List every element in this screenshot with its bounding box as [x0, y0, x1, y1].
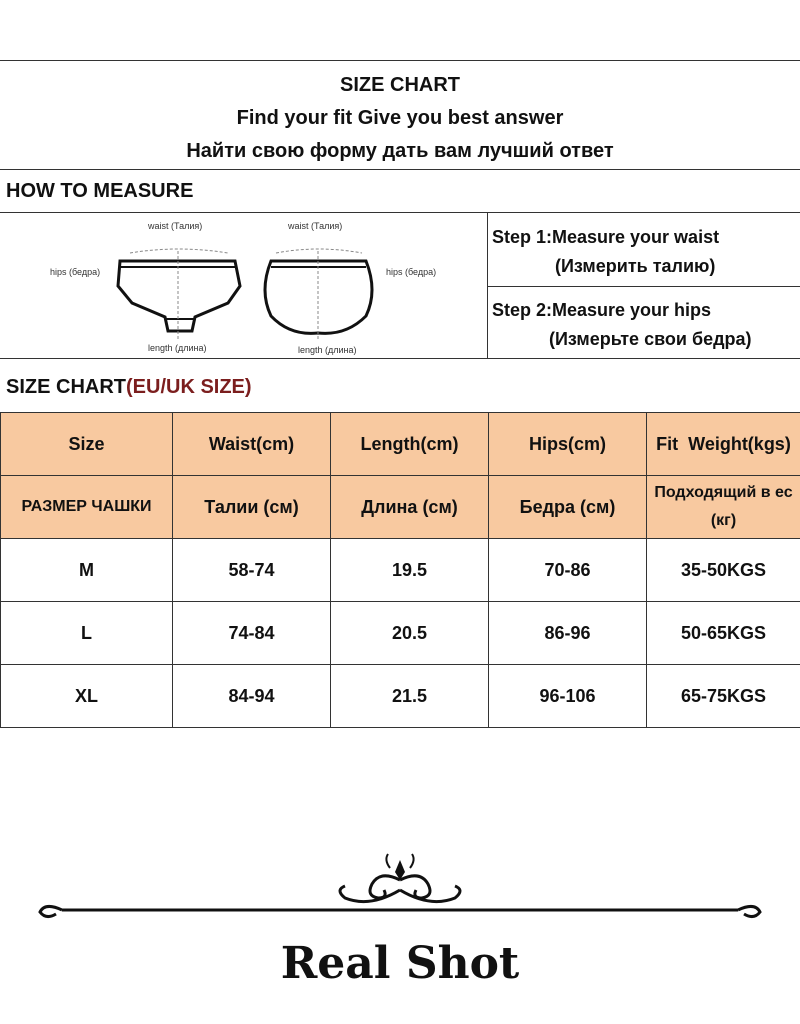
header-cell: Талии (см)	[173, 476, 331, 539]
steps-divider	[487, 286, 800, 287]
brief-front-illustration	[110, 231, 250, 341]
size-chart-heading-prefix: SIZE CHART	[6, 376, 126, 398]
table-cell: 74-84	[173, 602, 331, 665]
step2-ru: (Измерьте свои бедра)	[549, 329, 752, 349]
table-cell: 70-86	[489, 539, 647, 602]
brief-back-illustration	[256, 231, 386, 341]
step1-en: Step 1:Measure your waist	[492, 227, 720, 247]
hips-label-front: hips (бедра)	[50, 267, 101, 277]
size-chart-heading-suffix: (EU/UK SIZE)	[126, 376, 252, 398]
table-header-row-ru	[1, 476, 800, 539]
table-cell: 20.5	[331, 602, 489, 665]
size-chart-heading	[6, 376, 252, 399]
table-cell: 96-106	[489, 665, 647, 728]
table-row	[1, 665, 800, 728]
waist-label-back: waist (Талия)	[288, 221, 343, 231]
header-cell: Waist(cm)	[173, 413, 331, 476]
title-line-2: Find your fit Give you best answer	[236, 107, 564, 129]
table-cell: 58-74	[173, 539, 331, 602]
header-cell: Бедра (см)	[489, 476, 647, 539]
measure-section	[0, 212, 800, 359]
header-cell: Fit Weight(kgs)	[647, 413, 800, 476]
table-row	[1, 539, 800, 602]
table-cell: L	[1, 602, 173, 665]
table-cell: 86-96	[489, 602, 647, 665]
title-line-1: SIZE CHART	[340, 74, 460, 96]
table-cell: 21.5	[331, 665, 489, 728]
table-row	[1, 602, 800, 665]
header-cell: Size	[1, 413, 173, 476]
title-box	[0, 60, 800, 170]
length-label-back: length (длина)	[298, 345, 357, 355]
how-to-measure-heading: HOW TO MEASURE	[6, 180, 194, 202]
waist-label-front: waist (Талия)	[148, 221, 203, 231]
length-label-front: length (длина)	[148, 343, 207, 353]
table-cell: 84-94	[173, 665, 331, 728]
header-cell: Hips(cm)	[489, 413, 647, 476]
header-cell: Length(cm)	[331, 413, 489, 476]
header-cell: Длина (см)	[331, 476, 489, 539]
table-cell: 65-75KGS	[647, 665, 800, 728]
table-cell: 19.5	[331, 539, 489, 602]
real-shot-heading: Real Shot	[280, 938, 520, 989]
hips-label-back: hips (бедра)	[386, 267, 437, 277]
table-cell: XL	[1, 665, 173, 728]
step2-en: Step 2:Measure your hips	[492, 300, 712, 320]
table-cell: M	[1, 539, 173, 602]
step1-ru: (Измерить талию)	[555, 256, 716, 276]
divider-ornament-icon	[0, 850, 800, 930]
size-table	[0, 412, 800, 728]
title-line-3: Найти свою форму дать вам лучший ответ	[186, 140, 614, 162]
header-cell: Подходящий в ес (кг)	[647, 476, 800, 539]
table-header-row-en	[1, 413, 800, 476]
table-cell: 35-50KGS	[647, 539, 800, 602]
table-cell: 50-65KGS	[647, 602, 800, 665]
header-cell: РАЗМЕР ЧАШКИ	[1, 476, 173, 539]
